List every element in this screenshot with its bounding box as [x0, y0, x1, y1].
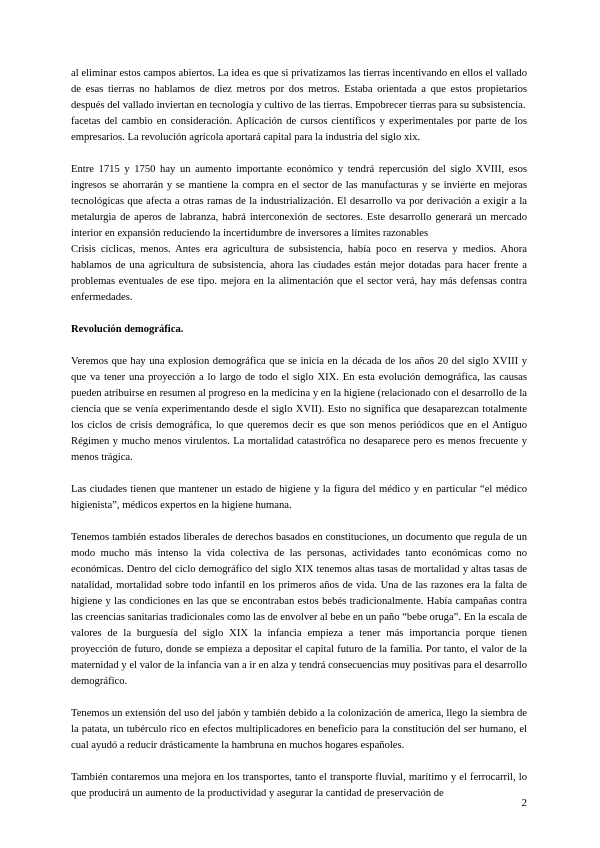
paragraph-1715-1750: Entre 1715 y 1750 hay un aumento importante económico y tendrá repercusión del siglo XVIII, esos ingresos se ahorrarán y se mantiene la compra en el sector de las manufacturas y se invierte en mejoras tecnológicas que afecta a otras ramas de la industrialización. El desarrollo va por derivación a exigir a la metalurgia de aperos de labranza, habrá interconexión de sectores. Este desarrollo generará un mercado interior en expansión reduciendo la incertidumbre de inversores a límites razonables — [71, 164, 527, 239]
paragraph-facetas: facetas del cambio en consideración. Aplicación de cursos científicos y experimentales por parte de los empresarios. La revolución agrícola aportará capital para la industria del siglo xix. — [71, 116, 527, 143]
paragraph-explosion-demografica: Veremos que hay una explosion demográfica que se inicia en la década de los años 20 del siglo XVIII y que va tener una proyección a lo largo de todo el siglo XIX. En esta evolución demográfica, las causas pueden atribuirse en resumen al progreso en la medicina y en la higiene (relacionado con el desarrollo de la ciencia que se venía experimentando desde el siglo XVII). Esto no significa que desaparezcan totalmente los ciclos de crisis demográfica, lo que queremos decir es que son menos periódicos que en el Antiguo Régimen y mucho menos virulentos. La mortalidad catastrófica no desaparece pero es menos frecuente y menos trágica. — [71, 356, 527, 463]
document-body — [71, 66, 527, 802]
paragraph-transportes: También contaremos una mejora en los transportes, tanto el transporte fluvial, marítimo y el ferrocarril, lo que producirá un aumento de la productividad y asegurar la cantidad de preservación de — [71, 772, 527, 799]
paragraph-crisis-ciclicas: Crisis cíclicas, menos. Antes era agricultura de subsistencia, había poco en reserva y medios. Ahora hablamos de una agricultura de subsistencia, ahora las ciudades están mejor dotadas para hacer frente a problemas eventuales de ese tipo. mejora en la alimentación que el sector verá, hay más defensas contra enfermedades. — [71, 244, 527, 303]
paragraph-jabon-patata: Tenemos un extensión del uso del jabón y también debido a la colonización de america, llego la siembra de la patata, un tubérculo rico en efectos multiplicadores en beneficio para la constitución del ser humano, el cual ayudó a reducir drásticamente la hambruna en muchos hogares españoles. — [71, 708, 527, 751]
section-heading-revolucion-demografica: Revolución demográfica. — [71, 324, 184, 335]
paragraph-estados-liberales: Tenemos también estados liberales de derechos basados en constituciones, un documento que regula de un modo mucho más intenso la vida colectiva de las personas, actividades tanto económicas como no económicas. Dentro del ciclo demográfico del siglo XIX tenemos altas tasas de mortalidad y altas tasas de natalidad, mortalidad sobre todo infantil en los primeros años de vida. Una de las razones era la falta de higiene y las condiciones en las que se encontraban estos bebés tradicionalmente. Había campañas contra las creencias sanitarias tradicionales como las de envolver al bebe en un paño “bebe oruga”. En la escala de valores de la burguesía del siglo XIX la infancia empieza a tener más importancia porque tienen proyección de futuro, donde se empieza a depositar el capital futuro de la familia. Por tanto, el valor de la maternidad y el valor de la infancia van a ir en alza y tendrá consecuencias muy positivas para el desarrollo demográfico. — [71, 532, 527, 687]
paragraph-ciudades-higiene: Las ciudades tienen que mantener un estado de higiene y la figura del médico y en particular “el médico higienista”, médicos expertos en la higiene humana. — [71, 484, 527, 511]
paragraph-vallado: al eliminar estos campos abiertos. La idea es que si privatizamos las tierras incentivando en ellos el vallado de esas tierras no hablamos de diez metros por dos metros. Estaba orientada a que estos propietarios después del vallado inviertan en tecnología y cultivo de las tierras. Empobrecer tierras para su subsistencia. — [71, 68, 527, 111]
page-number: 2 — [521, 797, 527, 809]
